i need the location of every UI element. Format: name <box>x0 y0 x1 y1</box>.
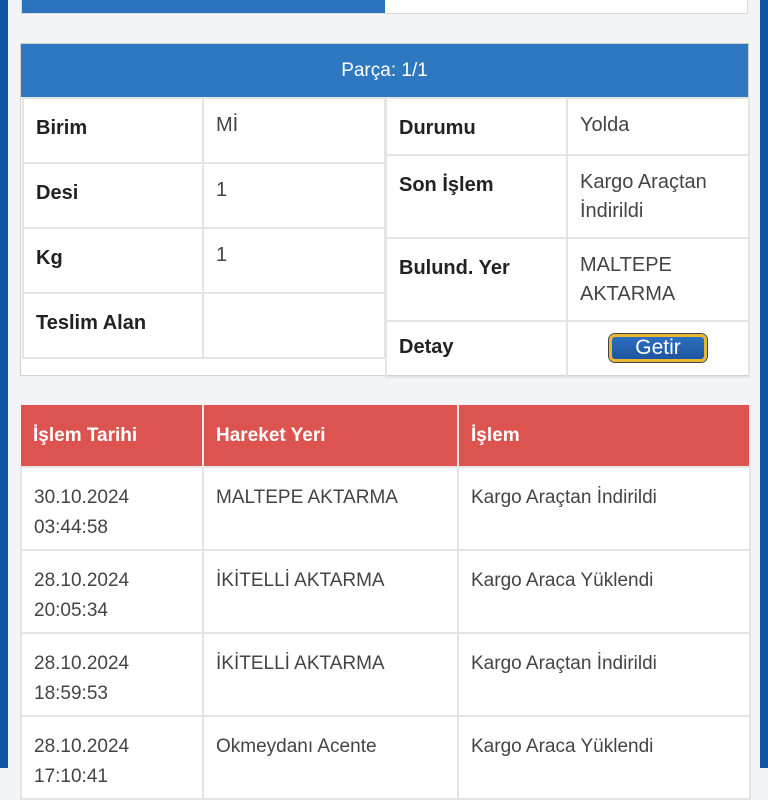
detay-label: Detay <box>386 321 567 377</box>
getir-button[interactable]: Getir <box>609 334 707 362</box>
bulund-yer-line1: MALTEPE <box>580 254 672 276</box>
desi-value: 1 <box>203 163 385 228</box>
history-location: Okmeydanı Acente <box>203 716 458 799</box>
history-date: 28.10.2024 <box>34 653 130 674</box>
history-action: Kargo Araca Yüklendi <box>458 550 750 633</box>
history-location: İKİTELLİ AKTARMA <box>203 633 458 716</box>
part-row-son-islem <box>386 155 749 238</box>
durumu-value <box>567 98 749 155</box>
bulund-yer-value <box>567 238 749 321</box>
son-islem-line2: İndirildi <box>580 200 644 222</box>
history-time: 20:05:34 <box>34 600 108 621</box>
durumu-value-text: Yolda <box>580 114 630 136</box>
part-row-teslim-alan <box>23 293 385 358</box>
kg-value: 1 <box>203 228 385 293</box>
teslim-alan-value <box>203 293 385 358</box>
history-time: 03:44:58 <box>34 517 108 538</box>
part-row-bulund-yer <box>386 238 749 321</box>
screen-edge-right <box>760 0 768 768</box>
previous-card-bottom <box>21 0 748 14</box>
history-action: Kargo Araca Yüklendi <box>458 716 750 799</box>
son-islem-line1: Kargo Araçtan <box>580 171 707 193</box>
history-row <box>21 633 750 716</box>
bulund-yer-label: Bulund. Yer <box>386 238 567 321</box>
history-row <box>21 467 750 550</box>
screen-edge-left <box>0 0 8 768</box>
column-header-islem: İşlem <box>458 405 750 467</box>
history-date-cell <box>21 716 203 799</box>
history-date-cell <box>21 550 203 633</box>
history-row <box>21 716 750 799</box>
history-time: 18:59:53 <box>34 683 108 704</box>
history-location: MALTEPE AKTARMA <box>203 467 458 550</box>
history-date-cell <box>21 633 203 716</box>
history-header-row <box>21 405 750 467</box>
son-islem-label: Son İşlem <box>386 155 567 238</box>
history-location: İKİTELLİ AKTARMA <box>203 550 458 633</box>
part-row-detay <box>386 321 749 377</box>
birim-value: Mİ <box>203 98 385 163</box>
column-header-islem-tarihi: İşlem Tarihi <box>21 405 203 467</box>
part-left-table <box>22 97 386 359</box>
part-right-table <box>385 97 750 378</box>
history-table <box>20 405 751 800</box>
birim-label: Birim <box>23 98 203 163</box>
teslim-alan-label: Teslim Alan <box>23 293 203 358</box>
durumu-label: Durumu <box>386 98 567 155</box>
part-row-kg <box>23 228 385 293</box>
column-header-hareket-yeri: Hareket Yeri <box>203 405 458 467</box>
history-action: Kargo Araçtan İndirildi <box>458 633 750 716</box>
history-date: 28.10.2024 <box>34 736 130 757</box>
previous-card-blue-cell <box>22 0 385 13</box>
detay-value <box>567 321 749 377</box>
kg-label: Kg <box>23 228 203 293</box>
bulund-yer-line2: AKTARMA <box>580 283 676 305</box>
part-header: Parça: 1/1 <box>21 44 748 97</box>
history-row <box>21 550 750 633</box>
history-date: 28.10.2024 <box>34 570 130 591</box>
part-row-birim <box>23 98 385 163</box>
desi-label: Desi <box>23 163 203 228</box>
history-time: 17:10:41 <box>34 766 108 787</box>
part-row-desi <box>23 163 385 228</box>
part-info-card <box>20 43 749 376</box>
history-date-cell <box>21 467 203 550</box>
history-action: Kargo Araçtan İndirildi <box>458 467 750 550</box>
son-islem-value <box>567 155 749 238</box>
history-date: 30.10.2024 <box>34 487 130 508</box>
part-row-durumu <box>386 98 749 155</box>
